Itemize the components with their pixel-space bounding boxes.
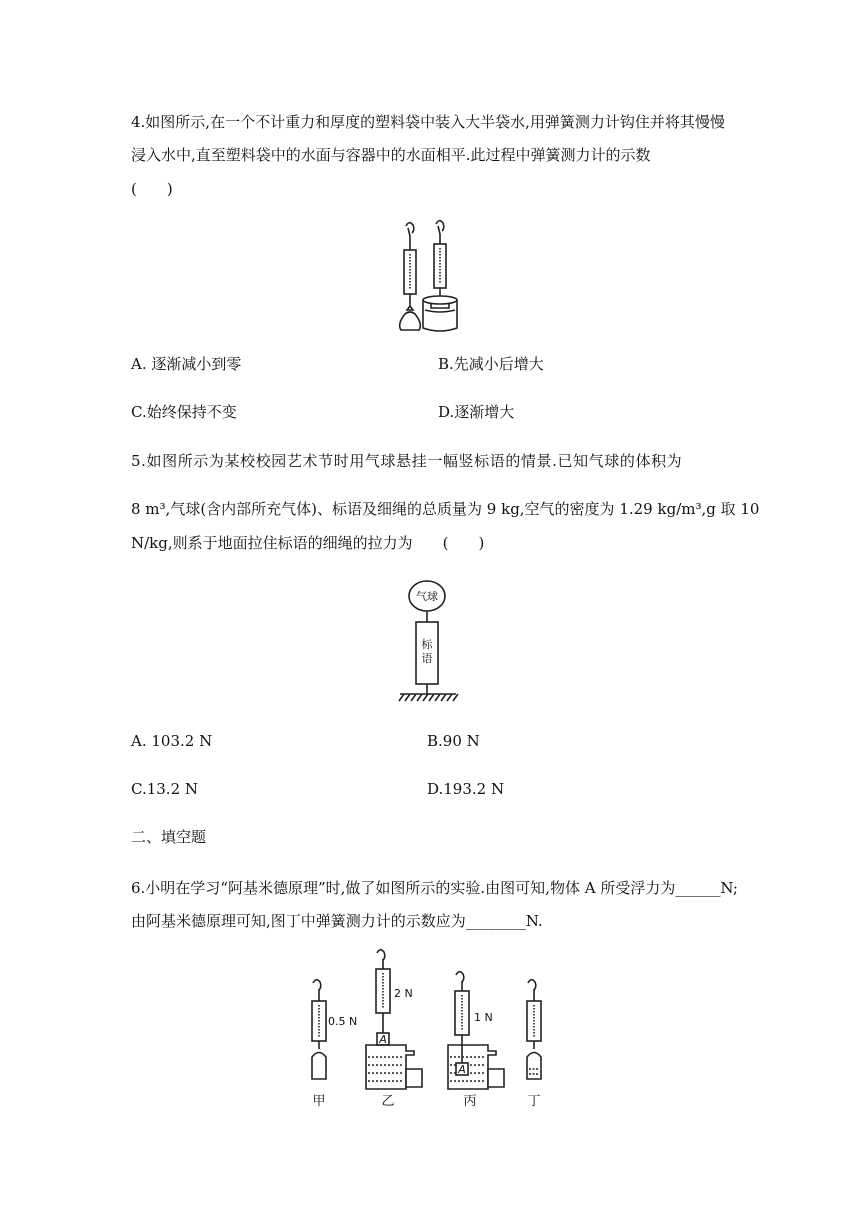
section-title: 二、填空题 xyxy=(131,828,207,846)
q5-option-c: C.13.2 N xyxy=(131,780,199,798)
caption-bing: 丙 xyxy=(463,1094,477,1109)
q4-option-a: A. 逐渐减小到零 xyxy=(131,355,242,373)
q6-text-line2: 由阿基米德原理可知,图丁中弹簧测力计的示数应为________N. xyxy=(131,912,543,930)
q5-figure xyxy=(398,578,462,703)
overflow-cup-bing-icon xyxy=(448,1045,504,1089)
q4-text-line2: 浸入水中,直至塑料袋中的水面与容器中的水面相平.此过程中弹簧测力计的示数 xyxy=(131,146,651,164)
spring-scale-jia-icon xyxy=(312,980,326,1079)
q4-answer-blank: ( ) xyxy=(131,180,173,198)
q4-option-b: B.先减小后增大 xyxy=(438,355,544,373)
caption-ding: 丁 xyxy=(527,1094,541,1109)
q6-text-line1: 6.小明在学习“阿基米德原理”时,做了如图所示的实验.由图可知,物体 A 所受浮力为______N; xyxy=(131,879,738,897)
reading-jia: 0.5 N xyxy=(328,1015,358,1028)
q5-text-line3: N/kg,则系于地面拉住标语的细绳的拉力为 ( ) xyxy=(131,534,485,552)
spring-scale-yi-icon xyxy=(376,950,390,1046)
q5-text-line1: 5.如图所示为某校校园艺术节时用气球悬挂一幅竖标语的情景.已知气球的体积为 xyxy=(131,452,683,470)
spring-scale-left-icon xyxy=(400,223,421,330)
spring-scale-ding-icon xyxy=(527,980,541,1079)
spring-scale-right-icon xyxy=(431,221,449,308)
q5-option-b: B.90 N xyxy=(427,732,480,750)
reading-yi: 2 N xyxy=(394,987,413,1000)
q5-option-a: A. 103.2 N xyxy=(131,732,213,750)
q6-figure xyxy=(300,945,560,1110)
q4-text-line1: 4.如图所示,在一个不计重力和厚度的塑料袋中装入大半袋水,用弹簧测力计钩住并将其慢慢 xyxy=(131,113,725,131)
reading-bing: 1 N xyxy=(474,1011,493,1024)
caption-jia: 甲 xyxy=(312,1094,326,1109)
overflow-cup-yi-icon xyxy=(366,1045,422,1089)
spring-scale-bing-icon xyxy=(455,972,469,1063)
q4-figure xyxy=(395,220,465,335)
balloon-label: 气球 xyxy=(416,590,438,603)
water-container-icon xyxy=(423,296,457,331)
q4-option-d: D.逐渐增大 xyxy=(438,403,515,421)
q4-option-c: C.始终保持不变 xyxy=(131,403,237,421)
caption-yi: 乙 xyxy=(381,1094,395,1109)
object-a-label-yi: A xyxy=(379,1033,387,1046)
q5-option-d: D.193.2 N xyxy=(427,780,505,798)
banner-label-char-1: 标 xyxy=(421,638,433,651)
object-a-label-bing: A xyxy=(458,1063,466,1076)
q5-text-line2: 8 m³,气球(含内部所充气体)、标语及细绳的总质量为 9 kg,空气的密度为 1.29 kg/m³,g 取 10 xyxy=(131,500,760,518)
banner-label-char-2: 语 xyxy=(421,652,433,665)
